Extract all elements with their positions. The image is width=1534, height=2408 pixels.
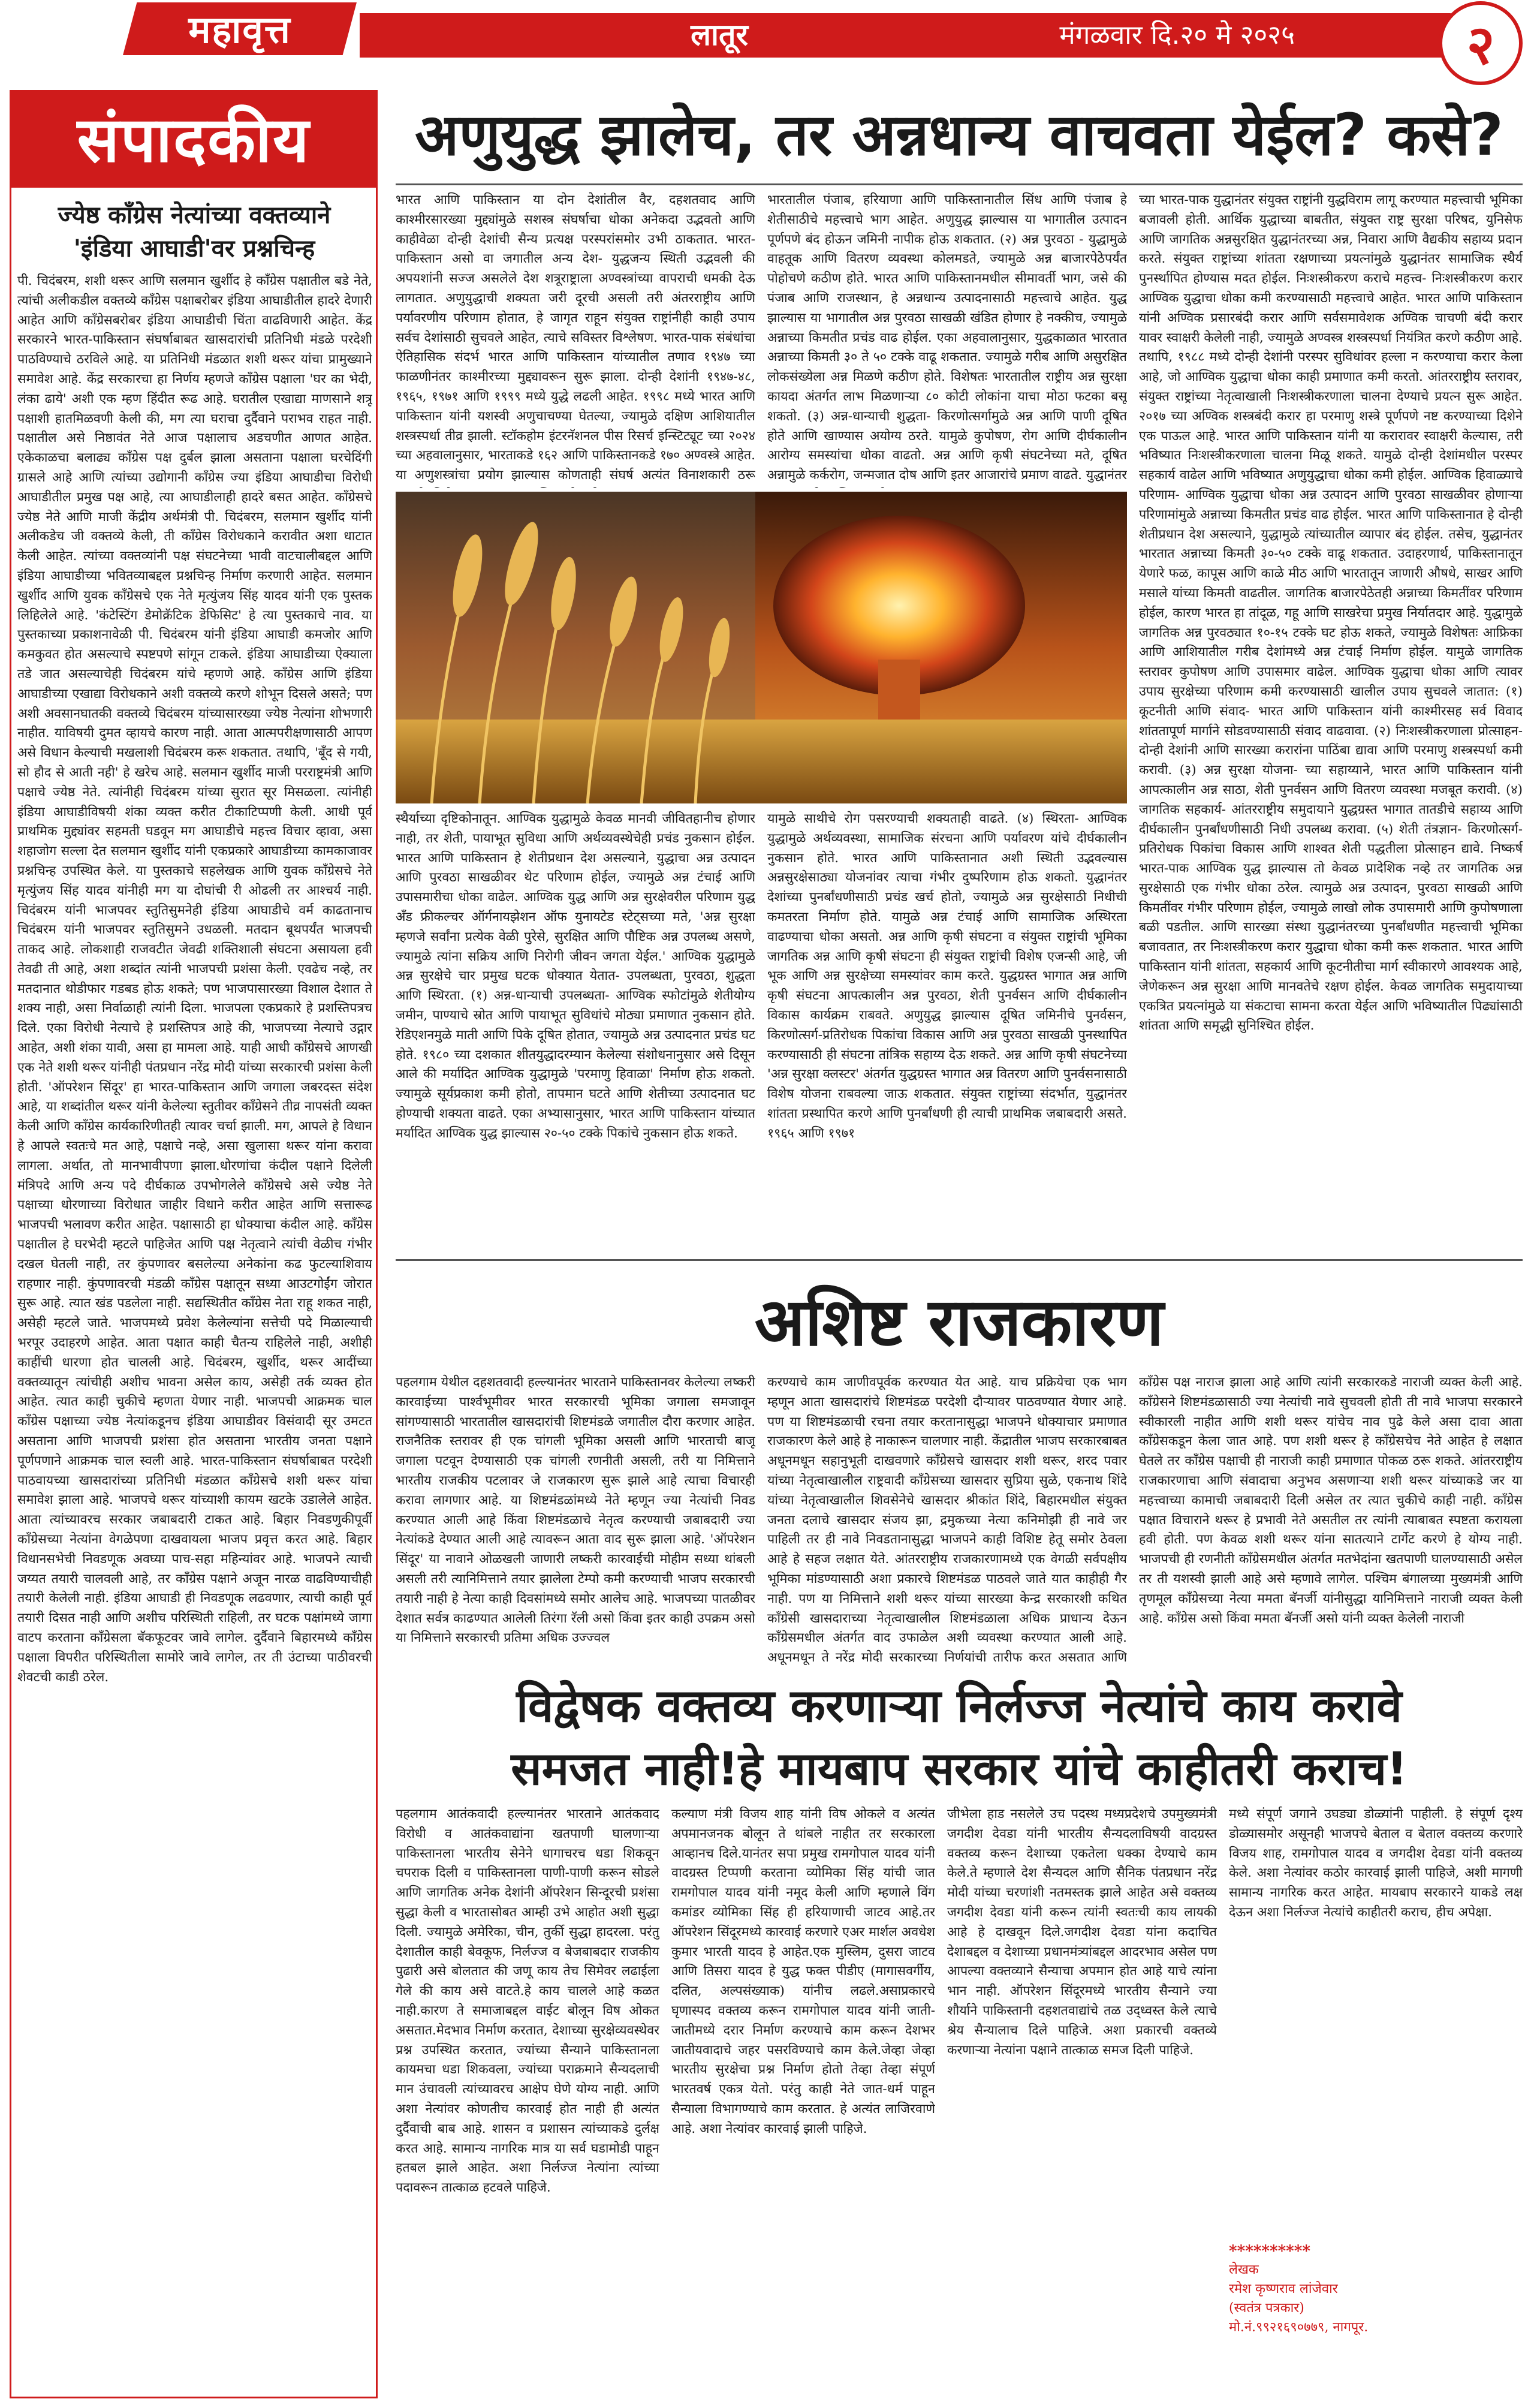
page-number: २ (1439, 1, 1523, 85)
article3-headline-line1: विद्वेषक वक्तव्य करणाऱ्या निर्लज्ज नेत्यांचे काय करावे (516, 1679, 1402, 1732)
editorial-heading: संपादकीय (11, 92, 376, 188)
editorial-body: पी. चिदंबरम, शशी थरूर आणि सलमान खुर्शीद हे काँग्रेस पक्षातील बडे नेते, त्यांची अलीकडील वक्तव्ये काँग्रेस पक्षाबरोबर इंडिया आघाडीतील हादरे देणारी आहेत आणि काँग्रेसबरोबर इंडिया आघाडीची चिंता वाढविणारी आहेत. केंद्र सरकारने भारत-पाकिस्तान संघर्षाबाबत खासदारांची प्रतिनिधी मंडळे परदेशी पाठविण्याचे ठरविले आहे. या प्रतिनिधी मंडळात शशी थरूर यांचा प्रामुख्याने समावेश आहे. केंद्र सरकारचा हा निर्णय म्हणजे काँग्रेस पक्षाला 'घर का भेदी, लंका ढाये' अशी एक म्हण हिंदीत रूढ आहे. घरातील एखाद्या माणसाने शत्रू पक्षाशी हातमिळवणी केली की, मग त्या घराचा दुर्दैवाने पराभव राहत नाही. पक्षातील असे निष्ठावंत नेते आज पक्षालाच अडचणीत आणत आहेत. एकेकाळचा बलाढ्य काँग्रेस पक्ष दुर्बल झाला असताना पक्षाला घरचेदिंगी ग्रासले आहे आणि त्यांच्या उद्योगानी काँग्रेस ज्या इंडिया आघाडीचा विरोधी आघाडीतील प्रमुख पक्ष आहे, त्या आघाडीलाही हादरे बसत आहेत. काँग्रेसचे ज्येष्ठ नेते आणि माजी केंद्रीय अर्थमंत्री पी. चिदंबरम, सलमान खुर्शीद यांनी अलीकडेच जी वक्तव्ये केली, ती काँग्रेस विरोधकाने करावीत अशा धाटात केली आहेत. त्यांच्या वक्तव्यांनी पक्ष संघटनेच्या भावी वाटचालीबद्दल आणि इंडिया आघाडीच्या भवितव्याबद्दल प्रश्नचिन्ह निर्माण करणारी आहेत. सलमान खुर्शीद आणि युवक काँग्रेसचे एक नेते मृत्युंजय सिंह यादव यांनी एक पुस्तक लिहिलेले आहे. 'कंटेस्टिंग डेमोक्रॅटिक डेफिसिट' हे त्या पुस्तकाचे नाव. या पुस्तकाच्या प्रकाशनावेळी पी. चिदंबरम यांनी इंडिया आघाडी कमजोर आणि कमकुवत होत असल्याचे स्पष्टपणे सांगून टाकले. इंडिया आघाडीच्या ऐक्याला तडे जात असल्याचेही चिदंबरम यांचे म्हणणे आहे. काँग्रेस आणि इंडिया आघाडीच्या एखाद्या विरोधकाने अशी वक्तव्ये करणे शोभून दिसले असते; पण अशी अवसानघातकी वक्तव्ये चिदंबरम यांच्यासारख्या ज्येष्ठ नेत्यांना शोभणारी नाहीत. याविषयी दुमत व्हायचे कारण नाही. आता आत्मपरीक्षणासाठी आपण असे विधान केल्याची मखलाशी चिदंबरम करू शकतात. तथापि, 'बूँद से गयी, सो हौद से आती नही' हे खरेच आहे. सलमान खुर्शीद माजी परराष्ट्रमंत्री आणि पक्षाचे ज्येष्ठ नेते. त्यांनीही चिदंबरम यांच्या सुरात सूर मिसळला. त्यांनीही इंडिया आघाडीविषयी शंका व्यक्त करीत टीकाटिप्पणी केली. आधी पूर्व प्राथमिक मुद्द्यांवर सहमती घडवून मग आघाडीचे महत्त्व विचार व्हावा, असा शहाजोग सल्ला देत सलमान खुर्शीद यांनी एकप्रकारे आघाडीच्या कामकाजावर प्रश्नचिन्ह उपस्थित केले. या पुस्तकाचे सहलेखक आणि युवक काँग्रेसचे नेते मृत्युंजय सिंह यादव यांनीही मग या दोघांची री ओढली तर आश्चर्य नाही. चिदंबरम यांनी भाजपवर स्तुतिसुमनेही इंडिया आघाडीचे वर्म काढतानाच चिदंबरम यांनी भाजपवर स्तुतिसुमने उधळली. मतदान बूथपर्यंत भाजपची ताकद आहे. लोकशाही राजवटीत जेवढी शक्तिशाली संघटना असायला हवी तेवढी ती आहे, अशा शब्दांत त्यांनी भाजपची प्रशंसा केली. एवढेच नव्हे, तर मतदानात थोडीफार गडबड होऊ शकते; पण भाजपासारख्या विशाल देशात ते शक्य नाही, असा निर्वाळाही त्यांनी दिला. भाजपला एकप्रकारे हे प्रशस्तिपत्रच दिले. एका विरोधी नेत्याचे हे प्रशस्तिपत्र आहे की, भाजपच्या नेत्याचे उद्गार आहेत, अशी शंका यावी, असा हा मामला आहे. याही आधी काँग्रेसचे आणखी एक नेते शशी थरूर यांनीही पंतप्रधान नरेंद्र मोदी यांच्या सरकारची प्रशंसा केली होती. 'ऑपरेशन सिंदूर' हा भारत-पाकिस्तान आणि जगाला जबरदस्त संदेश आहे, या शब्दांतील थरूर यांनी केलेल्या स्तुतीवर काँग्रेसने तीव्र नापसंती व्यक्त केली आणि काँग्रेस कार्यकारिणीतही त्यावर चर्चा झाली. मग, आपले हे विधान हे आपले स्वतःचे मत आहे, पक्षाचे नव्हे, असा खुलासा थरूर यांना करावा लागला. अर्थात, तो मानभावीपणा झाला.धोरणांचा कंदील पक्षाने दिलेली मंत्रिपदे आणि अन्य पदे दीर्घकाळ उपभोगलेले काँग्रेसचे असे ज्येष्ठ नेते पक्षाच्या धोरणाच्या विरोधात जाहीर विधाने करीत आहेत आणि सत्तारूढ भाजपची भलावण करीत आहेत. पक्षासाठी हा धोक्याचा कंदील आहे. काँग्रेस पक्षातील हे घरभेदी म्हटले पाहिजेत आणि पक्ष नेतृत्वाने त्यांची वेळीच गंभीर दखल घेतली नाही, तर कुंपणावर बसलेल्या अनेकांना कढ फुटल्याशिवाय राहणार नाही. कुंपणावरची मंडळी काँग्रेस पक्षातून सध्या आउटगोईंग जोरात सुरू आहे. त्यात खंड पडलेला नाही. सद्यस्थितीत काँग्रेस नेता राहू शकत नाही, असेही म्हटले जाते. भाजपमध्ये प्रवेश केलेल्यांना सत्तेची पदे मिळाल्याची भरपूर उदाहरणे आहेत. आता पक्षात काही चैतन्य राहिलेले नाही, अशीही काहींची धारणा होत चालली आहे. चिदंबरम, खुर्शीद, थरूर आदींच्या वक्तव्यातून त्यांचीही अशीच भावना असेल काय, असेही तर्क व्यक्त होत आहेत. त्यात काही चुकीचे म्हणता येणार नाही. भाजपची आक्रमक चाल काँग्रेस पक्षाच्या ज्येष्ठ नेत्यांकडूनच इंडिया आघाडीवर विसंवादी सूर उमटत असताना आणि भाजपची प्रशंसा होत असताना भारतीय जनता पक्षाने पूर्णपणाने आक्रमक चाल स्वली आहे. भारत-पाकिस्तान संघर्षाबाबत परदेशी पाठवायच्या खासदारांच्या प्रतिनिधी मंडळात काँग्रेसचे शशी थरूर यांचा समावेश झाला आहे. भाजपचे थरूर यांच्याशी कायम खटके उडालेले आहेत. आता त्यांच्यावरच सरकार जबाबदारी टाकत आहे. बिहार निवडणुकीपूर्वी काँग्रेसच्या नेत्यांना वेगळेपणा दाखवायला भाजप प्रवृत्त करत आहे. बिहार विधानसभेची निवडणूक अवघ्या पाच-सहा महिन्यांवर आहे. भाजपने त्याची जय्यत तयारी चालवली आहे, तर काँग्रेस पक्षाने अजून नारळ वाढविण्याचीही तयारी केलेली नाही. इंडिया आघाडी ही निवडणूक लढवणार, त्याची काही पूर्व तयारी दिसत नाही आणि अशीच परिस्थिती राहिली, तर घटक पक्षांमध्ये जागा वाटप करताना काँग्रेसला बॅकफूटवर जावे लागेल. दुर्दैवाने बिहारमध्ये काँग्रेस पक्षाला विपरीत परिस्थितीला सामोरे जावे लागेल, तर ती उंटाच्या पाठीवरची शेवटची काडी ठरेल. (17, 273, 372, 1685)
article2-col2: करण्याचे काम जाणीवपूर्वक करण्यात येत आहे. याच प्रक्रियेचा एक भाग म्हणून आता खासदारांचे शिष्टमंडळ परदेशी दौऱ्यावर पाठवण्यात येणार आहे. पण या शिष्टमंडळाची रचना तयार करतानासुद्धा भाजपने धोक्याचार प्रमाणात राजकारण केले आहे हे नाकारून चालणार नाही. केंद्रातील भाजप सरकारबाबत अधूनमधून सहानुभूती दाखवणारे काँग्रेसचे खासदार शशी थरूर, शरद पवार यांच्या नेतृत्वाखालील राष्ट्रवादी काँग्रेसच्या खासदार सुप्रिया सुळे, एकनाथ शिंदे यांच्या नेतृत्वाखालील शिवसेनेचे खासदार श्रीकांत शिंदे, बिहारमधील संयुक्त जनता दलाचे खासदार संजय झा, द्रमुकच्या नेत्या कनिमोझी ही नावे जर पाहिली तर ही नावे निवडतानासुद्धा भाजपने काही विशिष्ट हेतू समोर ठेवला आहे हे सहज लक्षात येते. आंतरराष्ट्रीय राजकारणामध्ये एक वेगळी सर्वपक्षीय भूमिका मांडण्यासाठी अशा प्रकारचे शिष्टमंडळ पाठवले जाते यात काहीही गैर नाही. पण या निमित्ताने शशी थरूर यांच्या सारख्या केन्द्र सरकारशी कथित काँग्रेसी खासदाराच्या नेतृत्वाखालील शिष्टमंडळाला अधिक प्राधान्य देऊन काँग्रेसमधील अंतर्गत वाद उफाळेल अशी व्यवस्था करण्यात आली आहे. अधूनमधून ते नरेंद्र मोदी सरकारच्या निर्णयांची तारीफ करत असतात आणि (767, 1375, 1127, 1666)
paper-name: महावृत्त (188, 8, 291, 52)
article3-col3: जीभेला हाड नसलेले उच पदस्थ मध्यप्रदेशचे उपमुख्यमंत्री जगदीश देवडा यांनी भारतीय सैन्यदलाविषयी वादग्रस्त वक्तव्य करून देशाच्या एकतेला धक्का देण्याचे काम केले.ते म्हणाले देश सैन्यदल आणि सैनिक पंतप्रधान नरेंद्र मोदी यांच्या चरणांशी नतमस्तक झाले आहेत असे वक्तव्य जगदीश देवडा यांनी करून त्यांनी स्वतःची काय लायकी आहे हे दाखवून दिले.जगदीश देवडा यांना कदाचित देशाबद्दल व देशाच्या प्रधानमंत्र्यांबद्दल आदरभाव असेल पण आपल्या वक्तव्याने सैन्याचा अपमान होत आहे याचे त्यांना भान नाही. ऑपरेशन सिंदूरमध्ये भारतीय सैन्याने ज्या शौर्याने पाकिस्तानी दहशतवाद्यांचे तळ उद्ध्वस्त केले त्याचे श्रेय सैन्यालाच दिले पाहिजे. अशा प्रकारची वक्तव्ये करणाऱ्या नेत्यांना पक्षाने तात्काळ समज दिली पाहिजे. (947, 1807, 1217, 2058)
masthead (0, 0, 1534, 77)
photo-illustration (396, 492, 1127, 803)
wheat-and-nuclear-explosion-photo (396, 492, 1127, 803)
editorial-subheading-line1: ज्येष्ठ काँग्रेस नेत्यांच्या वक्तव्याने (58, 201, 331, 229)
editorial-sidebar (10, 90, 378, 2398)
author-contact: मो.नं.९९२१६९०७७९, नागपूर. (1229, 2320, 1369, 2335)
article2-col1: पहलगाम येथील दहशतवादी हल्ल्यानंतर भारताने पाकिस्तानवर केलेल्या लष्करी कारवाईच्या पार्श्वभूमीवर भारत सरकारची भूमिका जगाला समजावून सांगण्यासाठी भारतातील खासदारांची शिष्टमंडळे जगातील दौरा करणार आहेत. राजनैतिक स्तरावर ही एक चांगली भूमिका असली आणि भारताची बाजू जगाला पटवून देण्यासाठी एक चांगली रणनीती असली, तरी या निमित्ताने भारतीय राजकीय पटलावर जे राजकारण सुरू झाले आहे त्याचा विचारही करावा लागणार आहे. या शिष्टमंडळांमध्ये नेते म्हणून ज्या नेत्यांची निवड करण्यात आली आहे किंवा शिष्टमंडळाचे नेतृत्व करण्याची जबाबदारी ज्या नेत्यांकडे देण्यात आली आहे त्यावरून आता वाद सुरू झाला आहे. 'ऑपरेशन सिंदूर' या नावाने ओळखली जाणारी लष्करी कारवाईची मोहीम सध्या थांबली असली तरी त्यानिमित्ताने तयार झालेला टेम्पो कमी करण्याची भाजप सरकारची तयारी नाही हे नेत्या काही दिवसांमध्ये समोर आलेच आहे. भाजपच्या पातळीवर देशात सर्वत्र काढण्यात आलेली तिरंगा रॅली असो किंवा इतर काही उपक्रम असो या निमित्ताने सरकारची प्रतिमा अधिक उज्ज्वल (396, 1375, 755, 1646)
article1-col3: च्या भारत-पाक युद्धानंतर संयुक्त राष्ट्रांनी युद्धविराम लागू करण्यात महत्त्वाची भूमिका बजावली होती. आर्थिक युद्धाच्या बाबतीत, संयुक्त राष्ट्र सुरक्षा परिषद, युनिसेफ आणि जागतिक अन्नसुरक्षित युद्धानंतरच्या अन्न, निवारा आणि वैद्यकीय सहाय्य प्रदान करते. संयुक्त राष्ट्रांच्या शांतता रक्षणाच्या प्रयत्नांमुळे युद्धानंतर सामाजिक स्थैर्य पुनर्स्थापित होण्यास मदत होईल. निःशस्त्रीकरण कराचे महत्त्व- निःशस्त्रीकरण करार आण्विक युद्धाचा धोका कमी करण्यासाठी महत्त्वाचे आहेत. भारत आणि पाकिस्तान यांनी अण्विक प्रसारबंदी करार आणि सर्वसमावेशक अण्विक चाचणी बंदी करार यावर स्वाक्षरी केलेली नाही, ज्यामुळे अण्वस्त्र शस्त्रस्पर्धा नियंत्रित करणे कठीण आहे. तथापि, १९८८ मध्ये दोन्ही देशांनी परस्पर सुविधांवर हल्ला न करण्याचा करार केला आहे, जो आण्विक युद्धाचा धोका काही प्रमाणात कमी करतो. आंतरराष्ट्रीय स्तरावर, संयुक्त राष्ट्रांच्या नेतृत्वाखाली निःशस्त्रीकरणाला चालना देण्याचे प्रयत्न सुरू आहेत. २०१७ च्या अण्विक शस्त्रबंदी करार हा परमाणु शस्त्रे पूर्णपणे नष्ट करण्याच्या दिशेने एक पाऊल आहे. भारत आणि पाकिस्तान यांनी या करारावर स्वाक्षरी केल्यास, तरी भविष्यात निःशस्त्रीकरणाला चालना मिळू शकते. यामुळे दोन्ही देशांमधील परस्पर सहकार्य वाढेल आणि भविष्यात अणुयुद्धाचा धोका कमी होईल. आण्विक हिवाळ्याचे परिणाम- आण्विक युद्धाचा धोका अन्न उत्पादन आणि पुरवठा साखळीवर होणाऱ्या परिणामांमुळे अन्नाच्या किमतीत प्रचंड वाढ होईल. भारत आणि पाकिस्तानात हे दोन्ही शेतीप्रधान देश असल्याने, युद्धामुळे त्यांच्यातील व्यापार बंद होईल. तसेच, युद्धानंतर भारतात अन्नाच्या किमती ३०-५० टक्के वाढू शकतात. उदाहरणार्थ, पाकिस्तानातून येणारे फळ, कापूस आणि काळे मीठ आणि भारतातून जाणारी औषधे, साखर आणि मसाले यांच्या किमती वाढतील. जागतिक बाजारपेठेतही अन्नाच्या किमतींवर परिणाम होईल, कारण भारत हा तांदूळ, गहू आणि साखरेचा प्रमुख निर्यातदार आहे. युद्धामुळे जागतिक अन्न पुरवठ्यात १०-१५ टक्के घट होऊ शकते, ज्यामुळे विशेषतः आफ्रिका आणि आशियातील गरीब देशांमध्ये अन्न टंचाई निर्माण होईल. यामुळे जागतिक स्तरावर कुपोषण आणि उपासमार वाढेल. आण्विक युद्धाचा धोका आणि त्यावर उपाय सुरक्षेच्या परिणाम कमी करण्यासाठी खालील उपाय सुचवले जातात: (१) कूटनीती आणि संवाद- भारत आणि पाकिस्तान यांनी काश्मीरसह सर्व विवाद शांततापूर्ण मार्गाने सोडवण्यासाठी संवाद वाढवावा. (२) निःशस्त्रीकरणाला प्रोत्साहन- दोन्ही देशांनी आणि सारख्या करारांना पाठिंबा द्यावा आणि परमाणु शस्त्रस्पर्धा कमी करावी. (३) अन्न सुरक्षा योजना- च्या सहाय्याने, भारत आणि पाकिस्तान यांनी आपत्कालीन अन्न साठा, शेती पुनर्वसन आणि वितरण व्यवस्था मजबूत करावी. (४) जागतिक सहकार्य- आंतरराष्ट्रीय समुदायाने युद्धग्रस्त भागात तातडीचे सहाय्य आणि दीर्घकालीन पुनर्बांधणीसाठी निधी उपलब्ध करावा. (५) शेती तंत्रज्ञान- किरणोत्सर्ग-प्रतिरोधक पिकांचा विकास आणि शाश्वत शेती पद्धतीला प्रोत्साहन द्यावे. निष्कर्ष भारत-पाक आण्विक युद्ध झाल्यास तो केवळ प्रादेशिक नव्हे तर जागतिक अन्न सुरक्षेसाठी एक गंभीर धोका ठरेल. त्यामुळे अन्न उत्पादन, पुरवठा साखळी आणि किमतींवर गंभीर परिणाम होईल, ज्यामुळे लाखो लोक उपासमारी आणि कुपोषणाला बळी पडतील. आणि सारख्या संस्था युद्धानंतरच्या पुनर्बांधणीत महत्त्वाची भूमिका बजावतात, तर निःशस्त्रीकरण करार युद्धाचा धोका कमी करू शकतात. भारत आणि पाकिस्तान यांनी शांतता, सहकार्य आणि कूटनीतीचा मार्ग स्वीकारणे आवश्यक आहे, जेणेकरून अन्न सुरक्षा आणि मानवतेचे रक्षण होईल. केवळ जागतिक समुदायाच्या एकत्रित प्रयत्नांमुळे या संकटाचा सामना करता येईल आणि भविष्यातील पिढ्यांसाठी शांतता आणि समृद्धी सुनिश्चित होईल. (1139, 192, 1523, 1034)
article3-headline-line2: समजत नाही!हे मायबाप सरकार यांचे काहीतरी कराच! (511, 1742, 1408, 1795)
author-title: (स्वतंत्र पत्रकार) (1229, 2301, 1304, 2316)
masthead-logo (123, 2, 357, 55)
headline-rule (396, 183, 1523, 185)
author-block (1229, 2243, 1523, 2398)
article3-col2: कल्याण मंत्री विजय शाह यांनी विष ओकले व अत्यंत अपमानजनक बोलून ते थांबले नाहीत तर सरकारला आव्हानच दिले.यानंतर सपा प्रमुख रामगोपाल यादव यांनी वादग्रस्त टिप्पणी करताना व्योमिका सिंह यांची जात रामगोपाल यादव यांनी नमूद केली आणि म्हणाले विंग कमांडर व्योमिका सिंह ही हरियाणाची जाटव आहे.तर ऑपरेशन सिंदूरमध्ये कारवाई करणारे एअर मार्शल अवधेश कुमार भारती यादव हे आहेत.एक मुस्लिम, दुसरा जाटव आणि तिसरा यादव हे युद्ध फक्त पीडीए (मागासवर्गीय, दलित, अल्पसंख्याक) यांनीच लढले.असाप्रकारचे घृणास्पद वक्तव्य करून रामगोपाल यादव यांनी जाती-जातीमध्ये दरार निर्माण करण्याचे काम करून देशभर जातीयवादाचे जहर पसरविण्याचे काम केले.जेव्हा जेव्हा भारतीय सुरक्षेचा प्रश्न निर्माण होतो तेव्हा तेव्हा संपूर्ण भारतवर्ष एकत्र येतो. परंतु काही नेते जात-धर्म पाहून सैन्याला विभागण्याचे काम करतात. हे अत्यंत लाजिरवाणे आहे. अशा नेत्यांवर कारवाई झाली पाहिजे. (671, 1807, 935, 2136)
issue-date: मंगळवार दि.२० मे २०२५ (1059, 20, 1295, 50)
editorial-subheading-line2: 'इंडिया आघाडी'वर प्रश्नचिन्ह (73, 235, 315, 263)
article1-headline: अणुयुद्ध झालेच, तर अन्नधान्य वाचवता येईल? कसे? (415, 101, 1503, 168)
article3-col1: पहलगाम आतंकवादी हल्ल्यानंतर भारताने आतंकवाद विरोधी व आतंकवाद्यांना खतपाणी घालणाऱ्या पाकिस्तानला भारतीय सेनेने धागाचरच धडा शिकवून चपराक दिली व पाकिस्तानला पाणी-पाणी करून सोडले आणि जागतिक अनेक देशांनी ऑपरेशन सिन्दूरची प्रशंसा सुद्धा केली व भारतासोबत आम्ही उभे आहोत अशी सुद्धा दिली. ज्यामुळे अमेरिका, चीन, तुर्की सुद्धा हादरला. परंतु देशातील काही बेवकूफ, निर्लज्ज व बेजबाबदार राजकीय पुढारी असे बोलतात की जणू काय तेच सिमेवर लढाईला गेले की काय असे वाटते.हे काय चालले आहे कळत नाही.कारण ते समाजाबद्दल वाईट बोलून विष ओकत असतात.मेदभाव निर्माण करतात, देशाच्या सुरक्षेव्यवस्थेवर प्रश्न उपस्थित करतात, ज्यांच्या सैन्याने पाकिस्तानला कायमचा धडा शिकवला, ज्यांच्या पराक्रमाने सैन्यदलाची मान उंचावली त्यांच्यावरच आक्षेप घेणे योग्य नाही. आणि अशा नेत्यांवर कोणतीच कारवाई होत नाही ही अत्यंत दुर्दैवाची बाब आहे. शासन व प्रशासन त्यांच्याकडे दुर्लक्ष करत आहे. सामान्य नागरिक मात्र या सर्व घडामोडी पाहून हतबल झाले आहेत. अशा निर्लज्ज नेत्यांना त्यांच्या पदावरून तात्काळ हटवले पाहिजे. (396, 1807, 659, 2196)
article1-col2-bottom: यामुळे साथीचे रोग पसरण्याची शक्यताही वाढते. (४) स्थिरता- आण्विक युद्धामुळे अर्थव्यवस्था, सामाजिक संरचना आणि पर्यावरण यांचे दीर्घकालीन नुकसान होते. भारत आणि पाकिस्तानात अशी स्थिती उद्भवल्यास अन्नसुरक्षेसाठ्या योजनांवर त्याचा गंभीर दुष्परिणाम होऊ शकतो. युद्धानंतर देशांच्या पुनर्बांधणीसाठी प्रचंड खर्च होतो, ज्यामुळे अन्न सुरक्षेसाठी निधीची कमतरता निर्माण होते. यामुळे अन्न टंचाई आणि सामाजिक अस्थिरता वाढण्याचा धोका असतो. अन्न आणि कृषी संघटना व संयुक्त राष्ट्रांची भूमिका जागतिक अन्न आणि कृषी संघटना ही संयुक्त राष्ट्रांची विशेष एजन्सी आहे, जी भूक आणि अन्न सुरक्षेच्या समस्यांवर काम करते. युद्धग्रस्त भागात अन्न आणि कृषी संघटना आपत्कालीन अन्न पुरवठा, शेती पुनर्वसन आणि दीर्घकालीन विकास कार्यक्रम राबवते. अणुयुद्ध झाल्यास दूषित जमिनीचे पुनर्वसन, किरणोत्सर्ग-प्रतिरोधक पिकांचा विकास आणि अन्न पुरवठा साखळी पुनस्थापित करण्यासाठी ही संघटना तांत्रिक सहाय्य देऊ शकते. अन्न आणि कृषी संघटनेच्या 'अन्न सुरक्षा क्लस्टर' अंतर्गत युद्धग्रस्त भागात अन्न वितरण आणि पुनर्वसनासाठी विशेष योजना राबवल्या जाऊ शकतात. संयुक्त राष्ट्रांच्या संदर्भात, युद्धानंतर शांतता प्रस्थापित करणे आणि पुनर्बांधणी ही त्याची प्राथमिक जबाबदारी असते. १९६५ आणि १९७१ (767, 811, 1127, 1141)
author-label: लेखक (1229, 2262, 1259, 2277)
author-stars: ********** (1229, 2243, 1310, 2260)
city-name: लातूर (691, 17, 748, 52)
article2-headline: अशिष्ट राजकारण (754, 1284, 1164, 1360)
article2-col3: काँग्रेस पक्ष नाराज झाला आहे आणि त्यांनी सरकारकडे नाराजी व्यक्त केली आहे. काँग्रेसने शिष्टमंडळासाठी ज्या नेत्यांची नावे सुचवली होती ती नावे भाजपा सरकारने स्वीकारली नाहीत आणि शशी थरूर यांचेच नाव पुढे केले असा दावा आता काँग्रेसकडून केला जात आहे. पण शशी थरूर हे काँग्रेसचेच नेते आहेत हे लक्षात घेतले तर काँग्रेस पक्षाची ही नाराजी काही प्रमाणात पोकळ ठरू शकते. आंतरराष्ट्रीय राजकारणाचा आणि संवादाचा अनुभव असणाऱ्या शशी थरूर यांच्याकडे जर या महत्त्वाच्या कामाची जबाबदारी दिली असेल तर त्यात चुकीचे काही नाही. काँग्रेस पक्षात विचाराने थरूर हे प्रभावी नेते असतील तर त्यांनी त्याबाबत स्पष्टता करायला हवी होती. पण केवळ शशी थरूर यांना सातत्याने टार्गेट करणे हे योग्य नाही. भाजपची ही रणनीती काँग्रेसमधील अंतर्गत मतभेदांना खतपाणी घालण्यासाठी असेल तर ती यशस्वी झाली आहे असे म्हणावे लागेल. पश्चिम बंगालच्या मुख्यमंत्री आणि तृणमूल काँग्रेसच्या नेत्या ममता बॅनर्जी यांनीसुद्धा यानिमित्ताने नाराजी व्यक्त केली आहे. काँग्रेस असो किंवा ममता बॅनर्जी असो यांनी व्यक्त केलेली नाराजी (1139, 1375, 1523, 1626)
section-separator (396, 1259, 1523, 1261)
author-name: रमेश कृष्णराव लांजेवार (1229, 2281, 1338, 2296)
article1-col1-top: भारत आणि पाकिस्तान या दोन देशांतील वैर, दहशतवाद आणि काश्मीरसारख्या मुद्द्यांमुळे सशस्त्र संघर्षाचा धोका अनेकदा उद्भवतो आणि काहीवेळा दोन्ही देशांची सैन्य प्रत्यक्ष परस्परांसमोर उभी ठाकतात. भारत- पाकिस्तान असो वा जगातील अन्य देश- युद्धजन्य स्थिती उद्भवली की अपयशांनी सज्ज असलेले देश शत्रूराष्ट्राला अण्वस्त्रांच्या वापराची धमकी देऊ लागतात. अणुयुद्धाची शक्यता जरी दूरची असली तरी अंतरराष्ट्रीय आणि पर्यावरणीय परिणाम होतात, हे जागृत राहून संयुक्त राष्ट्रांनीही काही उपाय सर्वच देशांसाठी सुचवले आहेत, त्याचे सविस्तर विश्लेषण. भारत-पाक संबंधांचा ऐतिहासिक संदर्भ भारत आणि पाकिस्तान यांच्यातील तणाव १९४७ च्या फाळणीनंतर काश्मीरच्या मुद्द्यावरून सुरू झाला. दोन्ही देशांनी १९४७-४८, १९६५, १९७१ आणि १९९९ मध्ये युद्धे लढली आहेत. १९९८ मध्ये भारत आणि पाकिस्तान यांनी यशस्वी अणुचाचण्या घेतल्या, ज्यामुळे दक्षिण आशियातील शस्त्रस्पर्धा तीव्र झाली. स्टॉकहोम इंटरनॅशनल पीस रिसर्च इन्स्टिट्यूट च्या २०२४ च्या अहवालानुसार, भारताकडे १६२ आणि पाकिस्तानकडे १७० अण्वस्त्रे आहेत. या अणुशस्त्रांचा प्रयोग झाल्यास कोणताही संघर्ष अत्यंत विनाशकारी ठरू (396, 192, 755, 483)
article1-col2-top: भारतातील पंजाब, हरियाणा आणि पाकिस्तानातील सिंध आणि पंजाब हे शेतीसाठीचे महत्त्वाचे भाग आहेत. अणुयुद्ध झाल्यास या भागातील उत्पादन पूर्णपणे बंद होऊन जमिनी नापीक होऊ शकतात. (२) अन्न पुरवठा - युद्धामुळे वाहतूक आणि वितरण व्यवस्था कोलमडते, ज्यामुळे अन्न बाजारपेठेपर्यंत पोहोचणे कठीण होते. भारत आणि पाकिस्तानमधील सीमावर्ती भाग, जसे की पंजाब आणि राजस्थान, हे अन्नधान्य उत्पादनासाठी महत्त्वाचे आहेत. युद्ध झाल्यास या भागातील अन्न पुरवठा साखळी खंडित होणार हे नक्कीच, ज्यामुळे अन्नाच्या किमतीत प्रचंड वाढ होईल. एका अहवालानुसार, युद्धकाळात भारतात अन्नाच्या किमती ३० ते ५० टक्के वाढू शकतात. ज्यामुळे गरीब आणि असुरक्षित लोकसंख्येला अन्न मिळणे कठीण होते. विशेषतः भारतातील राष्ट्रीय अन्न सुरक्षा कायदा अंतर्गत लाभ मिळणाऱ्या ८० कोटी लोकांना याचा मोठा फटका बसू शकतो. (३) अन्न-धान्याची शुद्धता- किरणोत्सर्गामुळे अन्न आणि पाणी दूषित होते आणि खाण्यास अयोग्य ठरते. यामुळे कुपोषण, रोग आणि दीर्घकालीन आरोग्य समस्यांचा धोका वाढतो. अन्न आणि कृषी संघटनेच्या मते, दूषित अन्नामुळे कर्करोग, जन्मजात दोष आणि इतर आजारांचे प्रमाण वाढते. युद्धानंतर (767, 192, 1127, 483)
article1-col1-bottom: स्थैर्याच्या दृष्टिकोनातून. आण्विक युद्धामुळे केवळ मानवी जीवितहानीच होणार नाही, तर शेती, पायाभूत सुविधा आणि अर्थव्यवस्थेचेही प्रचंड नुकसान होईल. भारत आणि पाकिस्तान हे शेतीप्रधान देश असल्याने, युद्धाचा अन्न उत्पादन आणि पुरवठा साखळीवर थेट परिणाम होईल, ज्यामुळे अन्न टंचाई आणि उपासमारीचा धोका वाढेल. आण्विक युद्ध आणि अन्न सुरक्षेवरील परिणाम युद्ध अँड फ्रीकल्चर ऑर्गनायझेशन ऑफ युनायटेड स्टेट्सच्या मते, 'अन्न सुरक्षा म्हणजे सर्वांना प्रत्येक वेळी पुरेसे, सुरक्षित आणि पौष्टिक अन्न उपलब्ध असणे, ज्यामुळे त्यांना सक्रिय आणि निरोगी जीवन जगता येईल.' आण्विक युद्धामुळे अन्न सुरक्षेचे चार प्रमुख घटक धोक्यात येतात- उपलब्धता, पुरवठा, शुद्धता आणि स्थिरता. (१) अन्न-धान्याची उपलब्धता- आण्विक स्फोटांमुळे शेतीयोग्य जमीन, पाण्याचे स्रोत आणि पायाभूत सुविधांचे मोठ्या प्रमाणात नुकसान होते. रेडिएशनमुळे माती आणि पिके दूषित होतात, ज्यामुळे अन्न उत्पादनात प्रचंड घट होते. १९८० च्या दशकात शीतयुद्धादरम्यान केलेल्या संशोधनानुसार असे दिसून आले की मर्यादित आण्विक युद्धामुळे 'परमाणु हिवाळा' निर्माण होऊ शकतो. ज्यामुळे सूर्यप्रकाश कमी होतो, तापमान घटते आणि शेतीच्या उत्पादनात घट होण्याची शक्यता वाढते. एका अभ्यासानुसार, भारत आणि पाकिस्तान यांच्यात मर्यादित आण्विक युद्ध झाल्यास २०-५० टक्के पिकांचे नुकसान होऊ शकते. (396, 811, 755, 1141)
article3-col4: मध्ये संपूर्ण जगाने उघड्या डोळ्यांनी पाहीली. हे संपूर्ण दृश्य डोळ्यासमोर असूनही भाजपचे बेताल व बेताल वक्तव्य करणारे विजय शाह, रामगोपाल यादव व जगदीश देवडा यांनी वक्तव्य केले. अशा नेत्यांवर कठोर कारवाई झाली पाहिजे, अशी मागणी सामान्य नागरिक करत आहेत. मायबाप सरकारने याकडे लक्ष देऊन अशा निर्लज्ज नेत्यांचे काहीतरी कराच, हीच अपेक्षा. (1229, 1807, 1523, 1920)
